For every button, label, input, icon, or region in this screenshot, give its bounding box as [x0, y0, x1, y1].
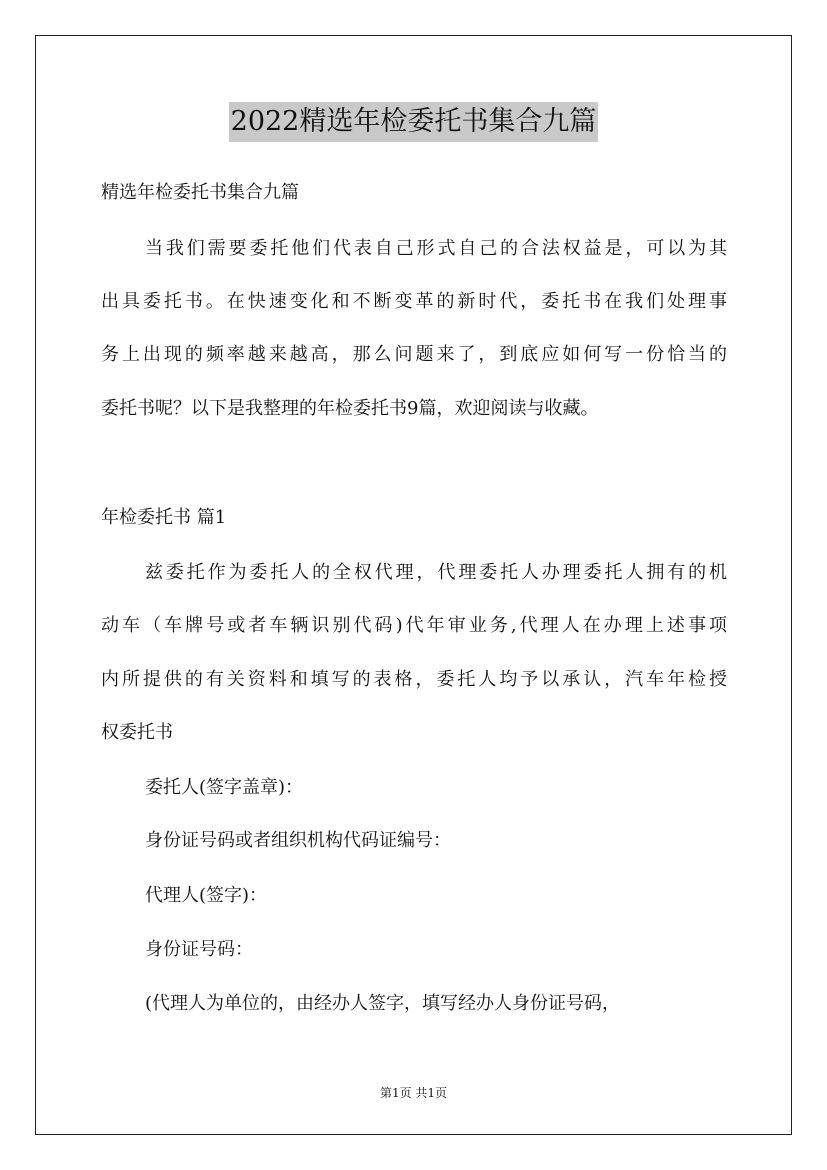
field-agent: 代理人(签字)：: [145, 885, 268, 906]
section-heading: 年检委托书 篇1: [101, 507, 227, 528]
page-number: 第1页 共1页: [379, 1086, 448, 1100]
body-line-2: 动车（车牌号或者车辆识别代码)代年审业务,代理人在办理上述事项: [101, 615, 727, 636]
intro-line-3: 务上出现的频率越来越高，那么问题来了，到底应如何写一份恰当的: [101, 344, 727, 365]
intro-line-4: 委托书呢？以下是我整理的年检委托书9篇，欢迎阅读与收藏。: [101, 398, 599, 419]
intro-line-1: 当我们需要委托他们代表自己形式自己的合法权益是，可以为其: [145, 238, 727, 259]
body-line-4: 权委托书: [101, 722, 173, 743]
field-agent-id: 身份证号码：: [145, 939, 253, 960]
intro-line-2: 出具委托书。在快速变化和不断变革的新时代，委托书在我们处理事: [101, 291, 727, 312]
field-note: (代理人为单位的，由经办人签字，填写经办人身份证号码，: [145, 993, 621, 1014]
field-principal-id: 身份证号码或者组织机构代码证编号：: [145, 830, 451, 851]
field-principal: 委托人(签字盖章)：: [145, 777, 304, 798]
body-line-1: 兹委托作为委托人的全权代理，代理委托人办理委托人拥有的机: [145, 562, 727, 583]
document-title: 2022精选年检委托书集合九篇: [229, 102, 599, 142]
subtitle-line: 精选年检委托书集合九篇: [101, 182, 299, 203]
title-container: [0, 102, 827, 142]
body-line-3: 内所提供的有关资料和填写的表格，委托人均予以承认，汽车年检授: [101, 669, 727, 690]
